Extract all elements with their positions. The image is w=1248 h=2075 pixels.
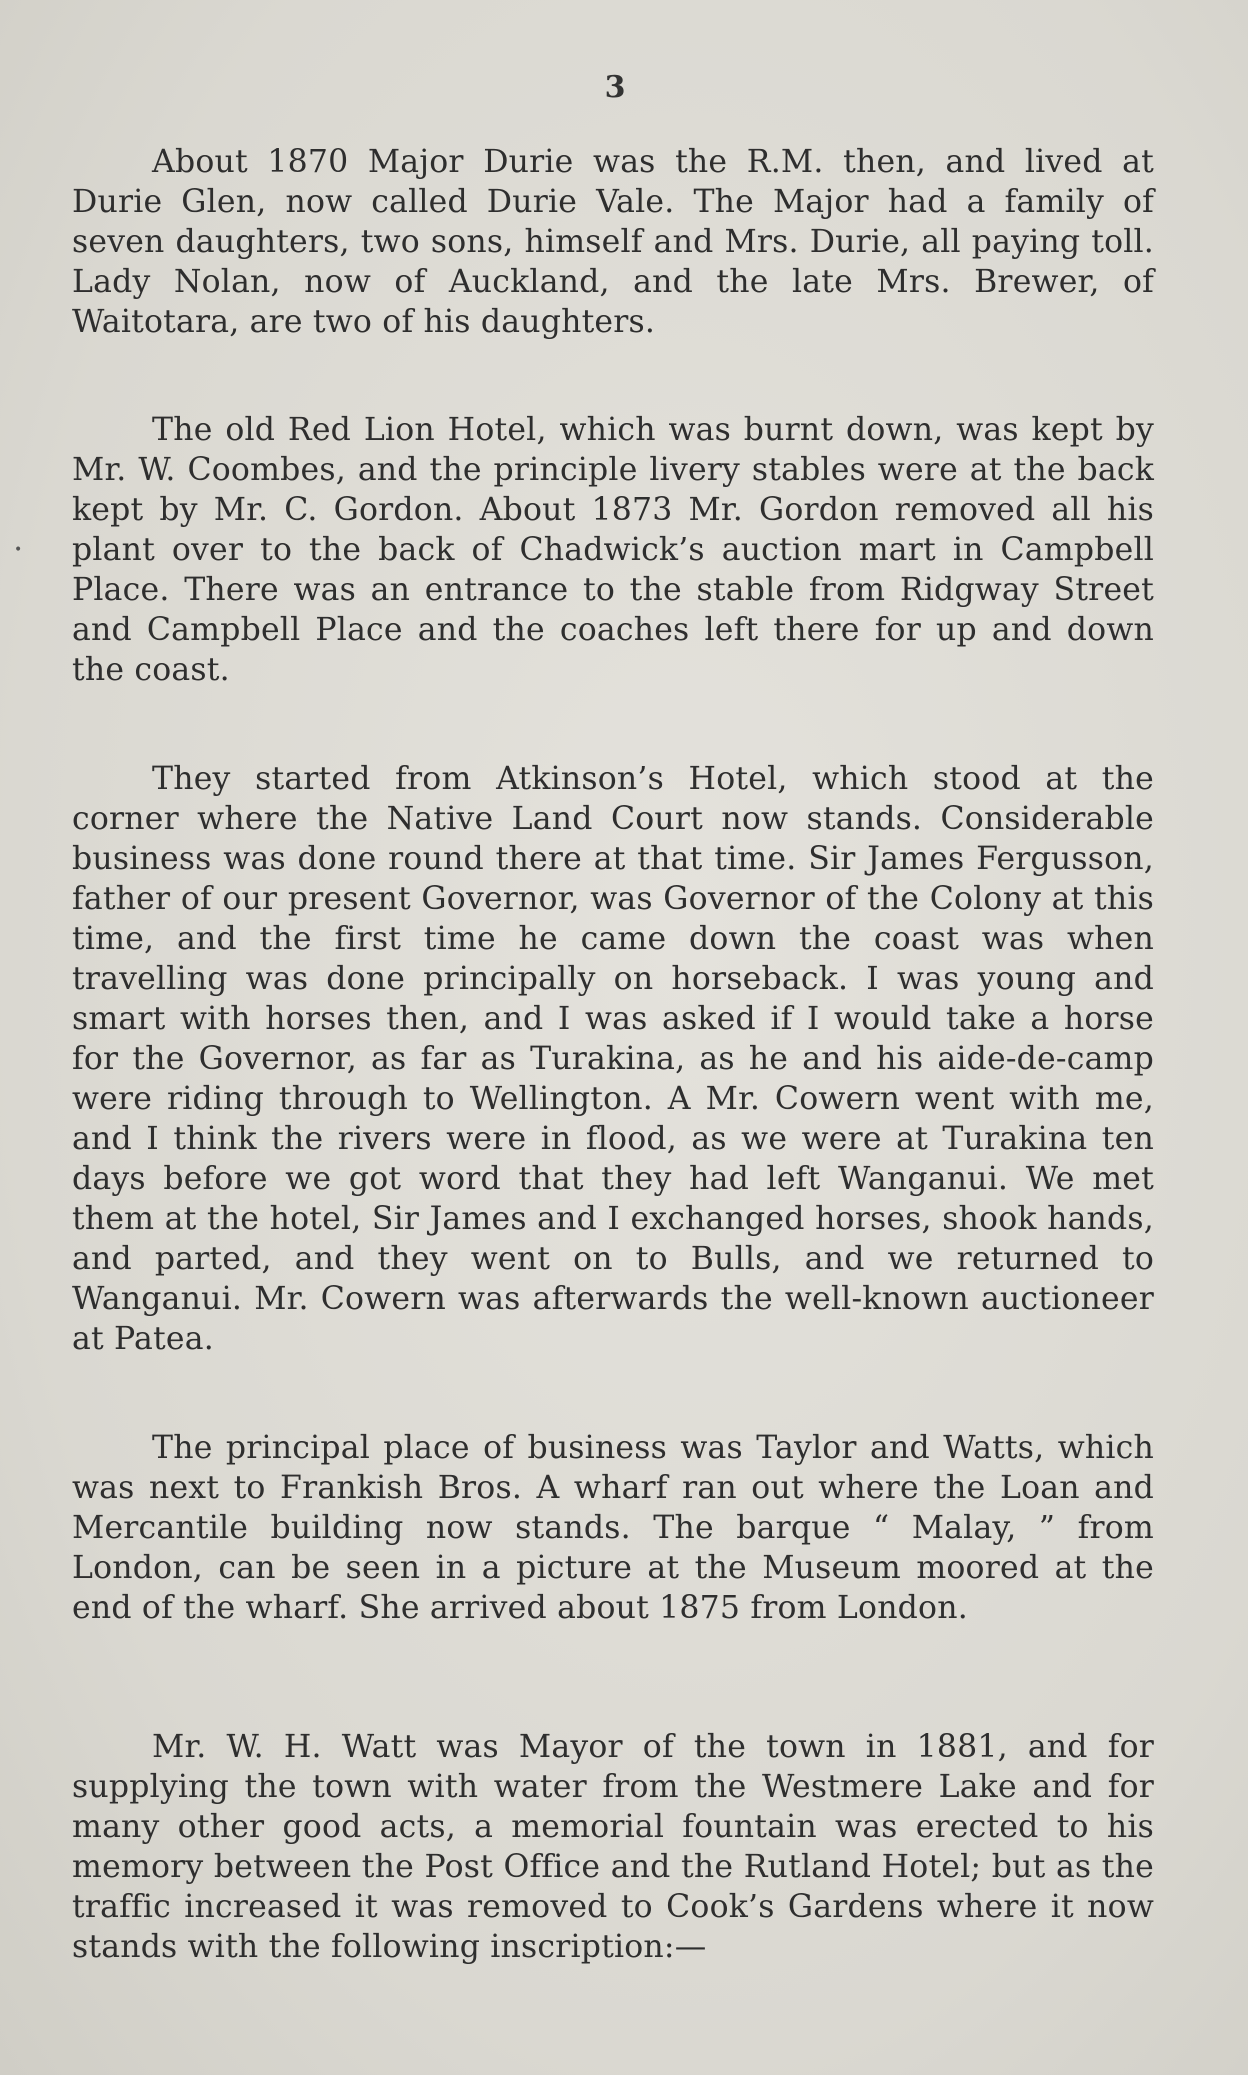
paragraph-mayor-watt: Mr. W. H. Watt was Mayor of the town in 1881, and for supplying the town with water from the Westmere Lake and for many other good acts, a memorial fountain was erected to his memory between the Post Office and the Rutland Hotel; but as the traffic increased it was removed to Cook’s Gardens where it now stands with the following inscription:— <box>72 1729 1154 1965</box>
paragraph-taylor-and-watts: The principal place of business was Taylor and Watts, which was next to Frankish Bros. A wharf ran out where the Loan and Mercantile building now stands. The barque “ Malay, ” from London, can be seen in a picture at the Museum moored at the end of the wharf. She arrived about 1875 from London. <box>72 1430 1154 1626</box>
paragraph-major-durie: About 1870 Major Durie was the R.M. then, and lived at Durie Glen, now called Durie Vale. The Major had a family of seven daughters, two sons, himself and Mrs. Durie, all paying toll. Lady Nolan, now of Auckland, and the late Mrs. Brewer, of Waitotara, are two of his daughters. <box>72 144 1154 340</box>
paragraph-atkinsons-hotel: They started from Atkinson’s Hotel, which stood at the corner where the Native Land Court now stands. Considerable business was done round there at that time. Sir James Fergusson, father of our present Governor, was Governor of the Colony at this time, and the first time he came down the coast was when travelling was done principally on horseback. I was young and smart with horses then, and I was asked if I would take a horse for the Governor, as far as Turakina, as he and his aide-de-camp were riding through to Wellington. A Mr. Cowern went with me, and I think the rivers were in flood, as we were at Turakina ten days before we got word that they had left Wanganui. We met them at the hotel, Sir James and I exchanged horses, shook hands, and parted, and they went on to Bulls, and we returned to Wanganui. Mr. Cowern was afterwards the well-known auctioneer at Patea. <box>72 761 1154 1357</box>
margin-mark: • <box>14 542 23 558</box>
paragraph-red-lion-hotel: The old Red Lion Hotel, which was burnt down, was kept by Mr. W. Coombes, and the principle livery stables were at the back kept by Mr. C. Gordon. About 1873 Mr. Gordon removed all his plant over to the back of Chadwick’s auction mart in Campbell Place. There was an entrance to the stable from Ridgway Street and Campbell Place and the coaches left there for up and down the coast. <box>72 412 1154 688</box>
page-number: 3 <box>604 70 626 105</box>
